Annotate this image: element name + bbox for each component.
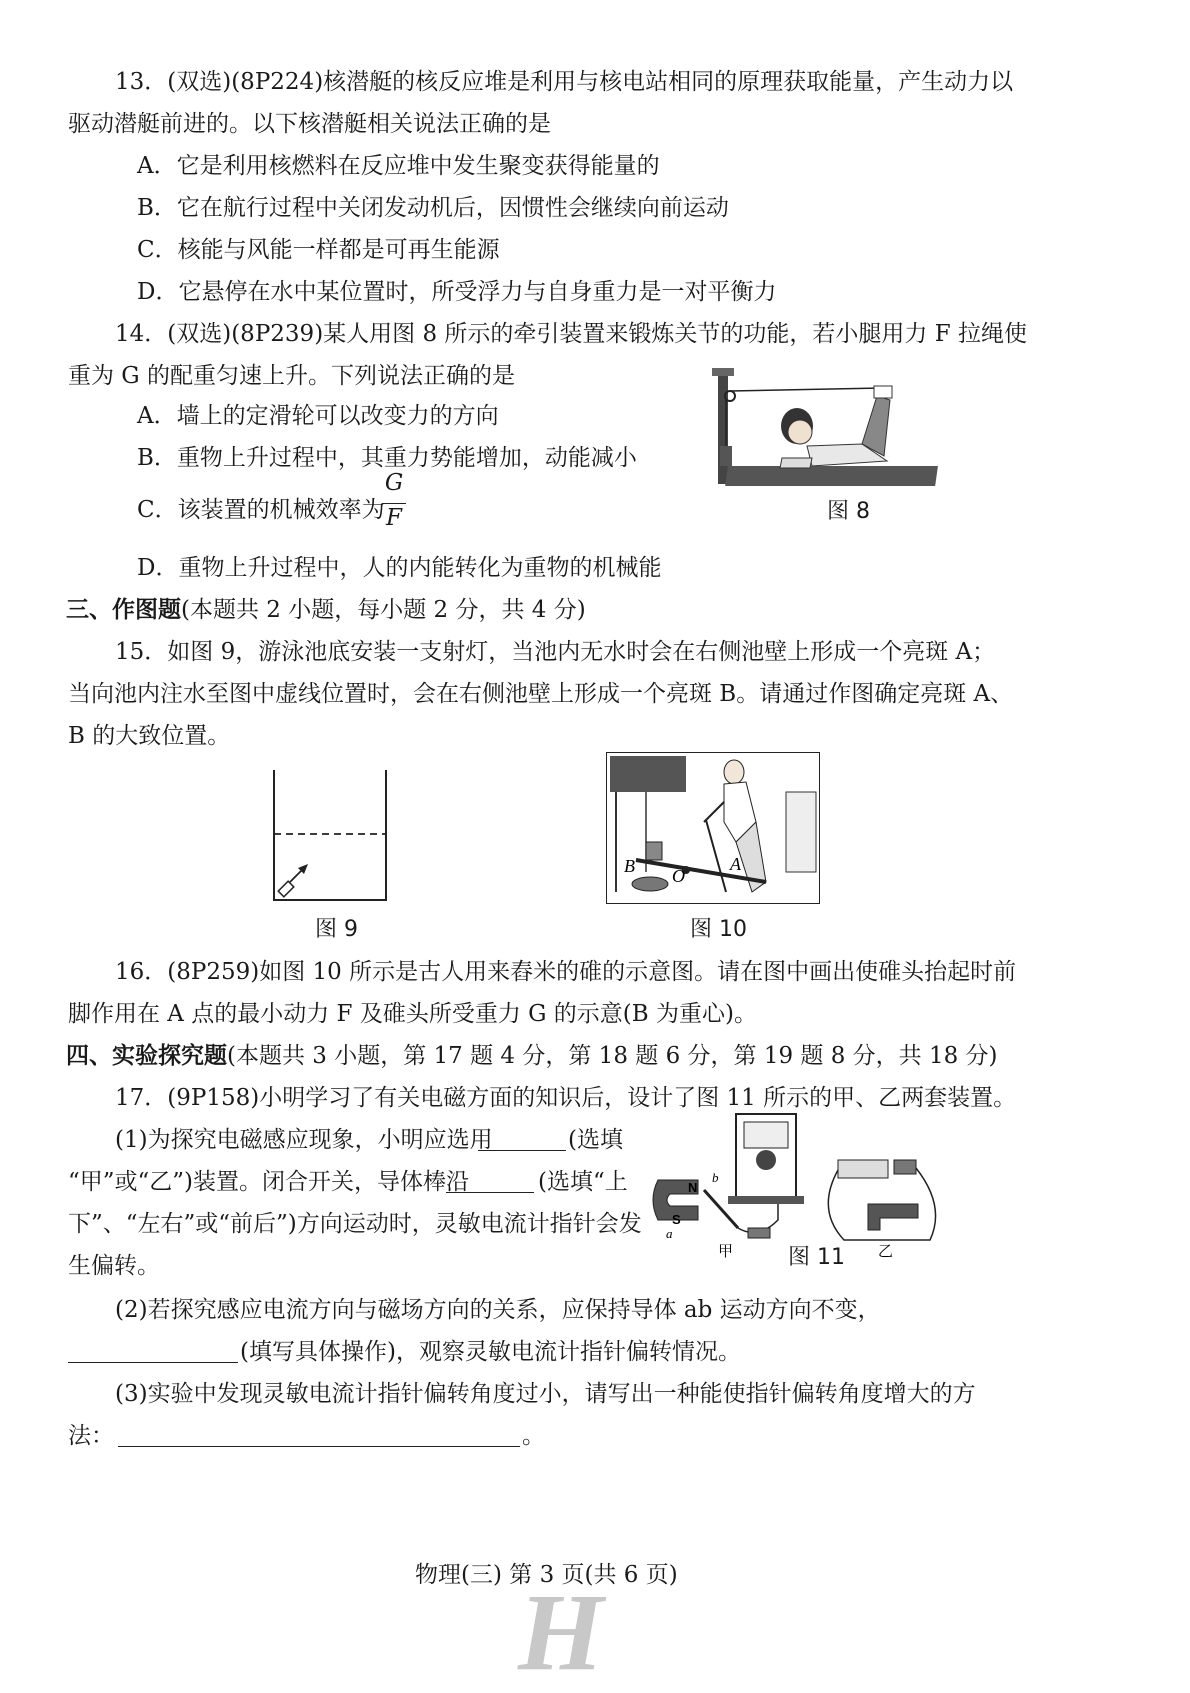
label-o: O [672,866,685,886]
label-s: S [672,1212,681,1227]
q14-stem-line1: 14．(双选)(8P239)某人用图 8 所示的牵引装置来锻炼关节的功能，若小腿用力 F 拉绳使 [115,321,1028,347]
q17-stem: 17．(9P158)小明学习了有关电磁方面的知识后，设计了图 11 所示的甲、乙两套装置。 [115,1085,1017,1111]
fraction-numerator: G [384,470,404,496]
figure-10-caption: 图 10 [690,917,747,942]
label-a: A [730,854,741,874]
answer-blank-2[interactable] [446,1168,534,1193]
q13-stem-line2: 驱动潜艇前进的。以下核潜艇相关说法正确的是 [68,111,551,137]
q17-part1-line3: 下”、“左右”或“前后”)方向运动时，灵敏电流计指针会发 [68,1211,642,1237]
q17-part1-line1: (1)为探究电磁感应现象，小明应选用 (选填 [115,1127,623,1153]
q17-part1-line4: 生偏转。 [68,1253,160,1279]
label-b: B [624,856,635,876]
figure-10-rice-pounder [606,752,820,904]
answer-blank-4[interactable] [118,1422,520,1447]
q13-option-b: B．它在航行过程中关闭发动机后，因惯性会继续向前运动 [137,195,729,221]
label-yi: 乙 [878,1242,894,1260]
fraction-denominator: F [386,505,402,531]
figure-11-apparatus [648,1110,956,1260]
q14-option-a: A．墙上的定滑轮可以改变力的方向 [137,403,499,429]
q17-part3-line1: (3)实验中发现灵敏电流计指针偏转角度过小，请写出一种能使指针偏转角度增大的方 [115,1381,976,1407]
label-a-rod: a [666,1226,673,1241]
q13-stem-line1: 13．(双选)(8P224)核潜艇的核反应堆是利用与核电站相同的原理获取能量，产生动力以 [115,69,1014,95]
label-b-rod: b [712,1170,719,1185]
q17-part3-line2: 法： 。 [68,1423,545,1449]
fraction-bar [382,503,406,504]
figure-8-caption: 图 8 [827,499,870,524]
answer-blank-1[interactable] [478,1126,566,1151]
figure-11-caption: 图 11 [788,1245,845,1270]
q16-stem-line2: 脚作用在 A 点的最小动力 F 及碓头所受重力 G 的示意(B 为重心)。 [68,1001,757,1027]
q17-part2-line2: (填写具体操作)，观察灵敏电流计指针偏转情况。 [0,1334,1190,1370]
answer-blank-3[interactable] [68,1338,238,1363]
label-n: N [688,1180,698,1195]
section-3-heading: 三、作图题(本题共 2 小题，每小题 2 分，共 4 分) [66,596,586,623]
q14-option-c: C．该装置的机械效率为 [137,497,385,523]
watermark-logo: H [518,1571,604,1693]
q13-option-c: C．核能与风能一样都是可再生能源 [137,237,500,263]
figure-8-traction-device [712,366,958,490]
q14-option-b: B．重物上升过程中，其重力势能增加，动能减小 [137,445,637,471]
q15-stem-line3: B 的大致位置。 [68,723,231,749]
q15-stem-line2: 当向池内注水至图中虚线位置时，会在右侧池壁上形成一个亮斑 B。请通过作图确定亮斑 A、 [68,681,1014,707]
q13-option-a: A．它是利用核燃料在反应堆中发生聚变获得能量的 [137,153,660,179]
q17-part1-line2: “甲”或“乙”)装置。闭合开关，导体棒沿 (选填“上 [68,1169,628,1195]
figure-9-caption: 图 9 [315,917,358,942]
q14-stem-line2: 重为 G 的配重匀速上升。下列说法正确的是 [68,363,515,389]
page-footer: 物理(三) 第 3 页(共 6 页) [415,1562,678,1588]
q13-option-d: D．它悬停在水中某位置时，所受浮力与自身重力是一对平衡力 [137,279,777,305]
q17-part2-line1: (2)若探究感应电流方向与磁场方向的关系，应保持导体 ab 运动方向不变， [115,1297,881,1323]
section-4-heading: 四、实验探究题(本题共 3 小题，第 17 题 4 分，第 18 题 6 分，第 19 题 8 分，共 18 分) [66,1042,998,1069]
q16-stem-line1: 16．(8P259)如图 10 所示是古人用来舂米的碓的示意图。请在图中画出使碓头抬起时前 [115,959,1017,985]
label-jia: 甲 [718,1242,734,1260]
q15-stem-line1: 15．如图 9，游泳池底安装一支射灯，当池内无水时会在右侧池壁上形成一个亮斑 A； [115,639,996,665]
q14-option-d: D．重物上升过程中，人的内能转化为重物的机械能 [137,555,662,581]
figure-9-pool [268,770,392,904]
